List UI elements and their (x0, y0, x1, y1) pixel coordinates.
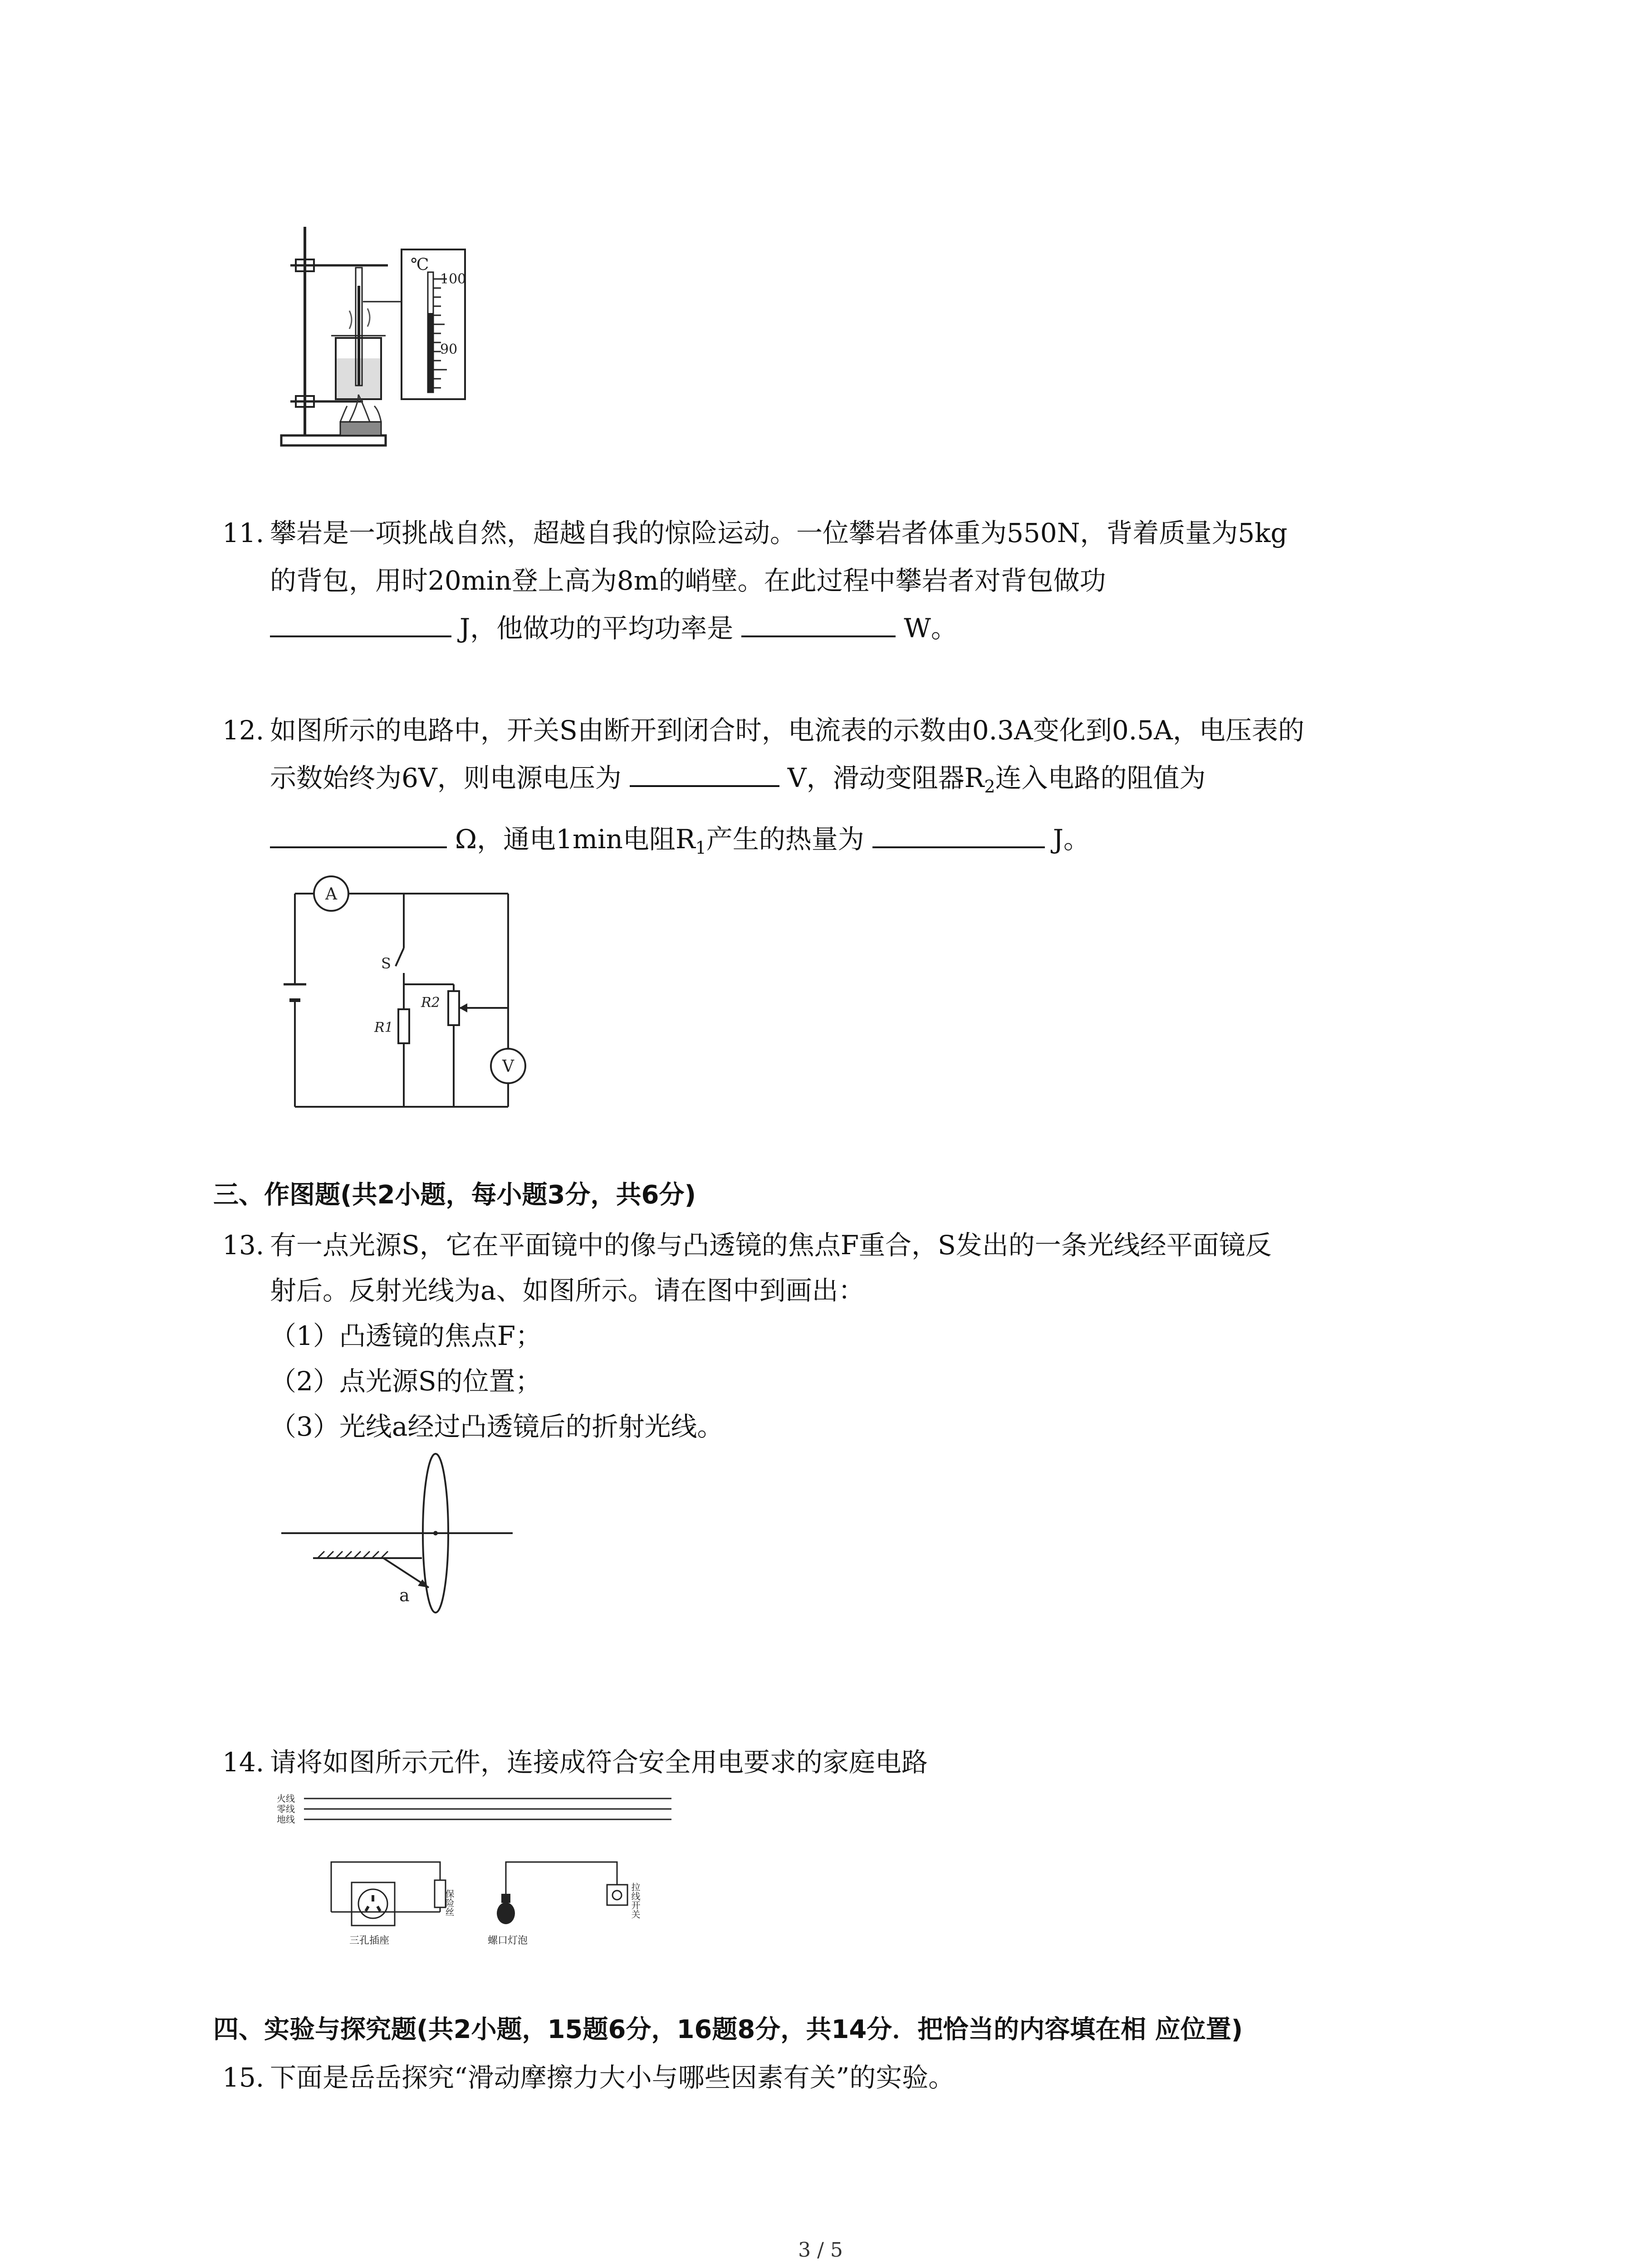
r1-label: R1 (374, 1020, 393, 1036)
page-number: 3 / 5 (798, 2239, 843, 2262)
question-11-line2: 的背包，用时20min登上高为8m的峭壁。在此过程中攀岩者对背包做功 (270, 565, 1106, 596)
question-12-line1: 12. 如图所示的电路中，开关S由断开到闭合时，电流表的示数由0.3A变化到0.5A，电压表的 (222, 705, 1304, 755)
pull-switch-label: 拉线开关 (630, 1882, 641, 1919)
lens-mirror-figure (272, 1452, 526, 1615)
circuit-figure (272, 875, 526, 1116)
fuse-label: 保险丝 (444, 1889, 455, 1916)
household-circuit-figure (272, 1792, 681, 1964)
answer-blank[interactable] (270, 616, 451, 637)
question-13-line2: 射后。反射光线为a、如图所示。请在图中到画出： (270, 1275, 865, 1306)
section-3-title: 三、作图题(共2小题，每小题3分，共6分) (213, 1180, 696, 1210)
section-4-title: 四、实验与探究题(共2小题，15题6分，16题8分，共14分．把恰当的内容填在相 应位置) (213, 2015, 1243, 2044)
neutral-wire-label: 零线 (277, 1804, 295, 1814)
r2-label: R2 (421, 995, 440, 1011)
switch-label: S (381, 955, 391, 972)
answer-blank[interactable] (741, 616, 896, 637)
question-13-line1: 13. 有一点光源S，它在平面镜中的像与凸透镜的焦点F重合，S发出的一条光线经平面镜反 (222, 1220, 1272, 1270)
answer-blank[interactable] (270, 826, 447, 848)
question-12-line2: 示数始终为6V，则电源电压为 V，滑动变阻器$R_2$连入电路的阻值为 (270, 763, 1206, 797)
question-13-item2: （2）点光源S的位置； (270, 1366, 542, 1397)
question-number: 11. (222, 518, 265, 548)
question-number: 12. (222, 715, 265, 746)
socket-label: 三孔插座 (349, 1935, 390, 1946)
question-12-line3: Ω，通电1min电阻$R_1$产生的热量为 J。 (270, 814, 1090, 873)
voltmeter-label: V (502, 1057, 514, 1076)
question-11-line1: 11. 攀岩是一项挑战自然，超越自我的惊险运动。一位攀岩者体重为550N，背着质量为5kg (222, 508, 1288, 558)
lamp-label: 螺口灯泡 (488, 1935, 528, 1946)
question-14-line1: 14. 请将如图所示元件，连接成符合安全用电要求的家庭电路 (222, 1737, 928, 1787)
ammeter-label: A (325, 885, 337, 904)
live-wire-label: 火线 (277, 1793, 295, 1804)
answer-blank[interactable] (872, 826, 1045, 848)
question-13-item3: （3）光线a经过凸透镜后的折射光线。 (270, 1411, 724, 1442)
tick-100: 100 (440, 271, 466, 287)
ray-a-label: a (399, 1585, 410, 1605)
question-number: 14. (222, 1747, 265, 1778)
question-15-line1: 15. 下面是岳岳探究“滑动摩擦力大小与哪些因素有关”的实验。 (222, 2053, 955, 2102)
question-11-line3: J，他做功的平均功率是 W。 (270, 603, 957, 653)
boiling-apparatus-figure (272, 222, 508, 458)
question-13-item1: （1）凸透镜的焦点F； (270, 1320, 542, 1351)
celsius-unit: ℃ (411, 255, 429, 274)
question-number: 15. (222, 2062, 265, 2093)
ground-wire-label: 地线 (277, 1814, 295, 1825)
question-number: 13. (222, 1230, 265, 1261)
tick-90: 90 (440, 342, 458, 357)
answer-blank[interactable] (630, 765, 779, 787)
